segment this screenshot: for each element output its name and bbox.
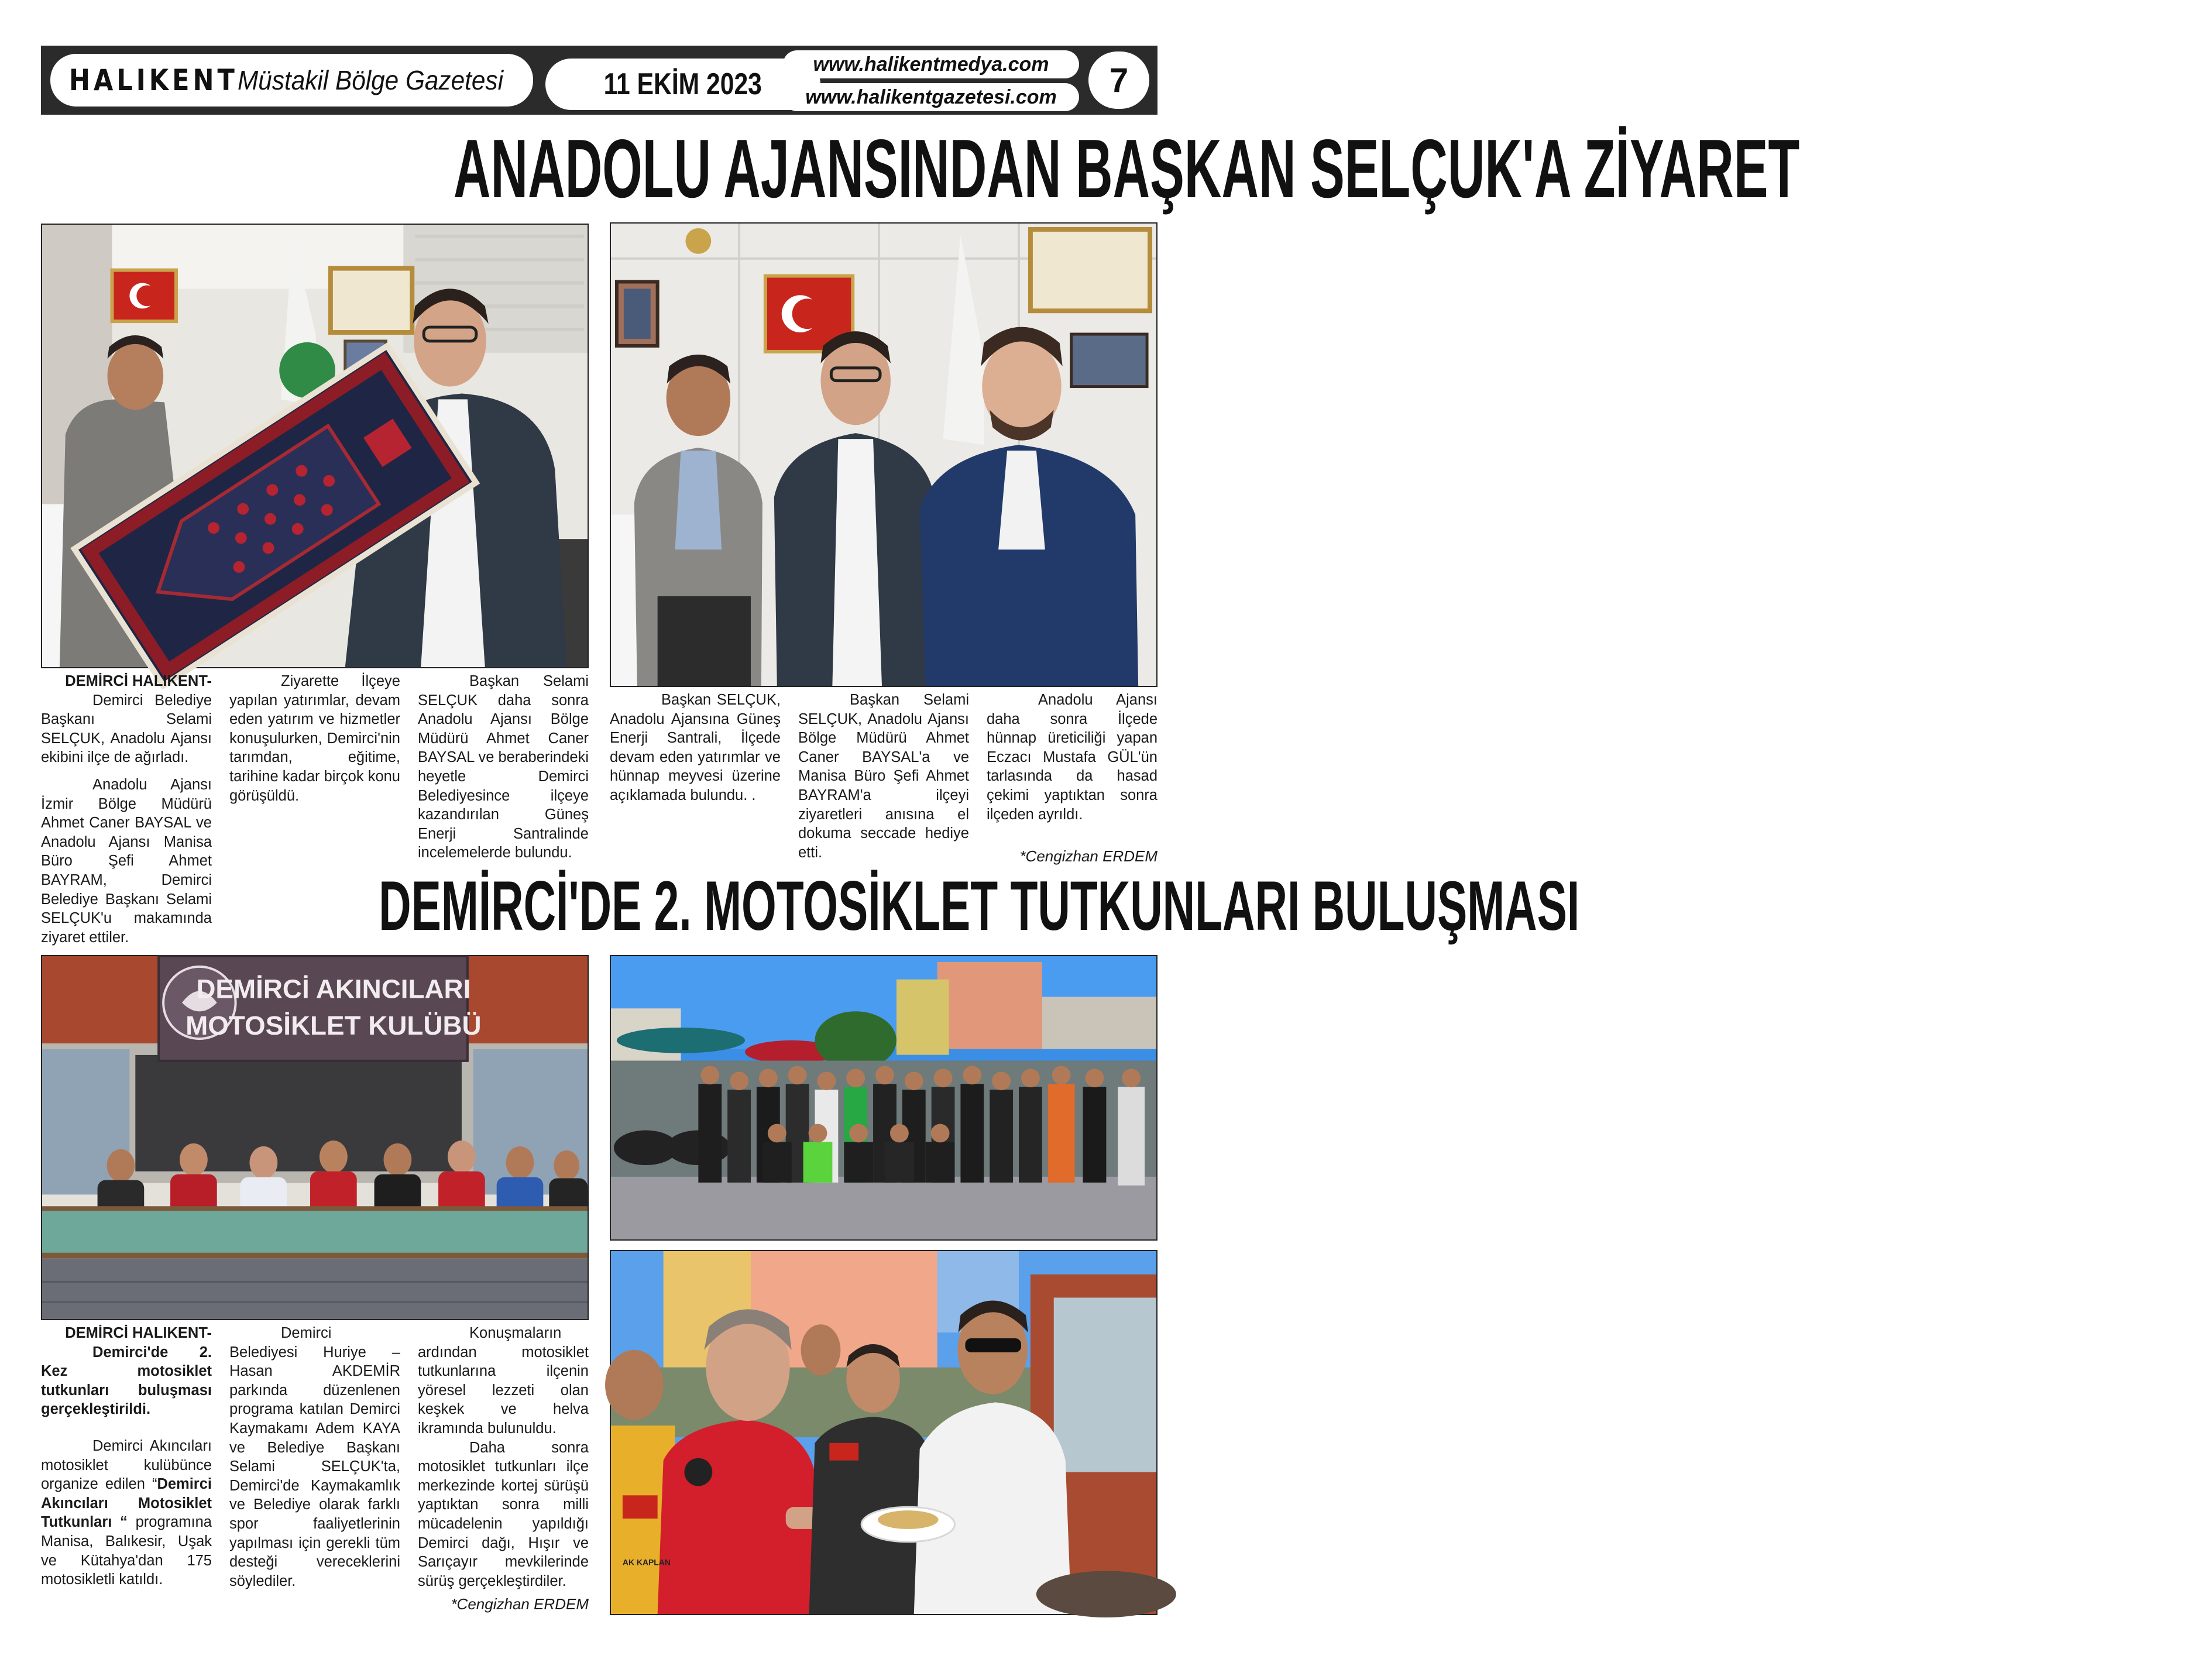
photo-rug-gift	[41, 224, 589, 668]
article-1-column-6	[987, 691, 1157, 824]
page-number-pill	[1088, 51, 1149, 109]
vest-patch-text: AK KAPLAN	[622, 1557, 671, 1567]
photo-serving-food	[610, 1250, 1157, 1615]
article-1-paragraph-7: Anadolu Ajansı daha sonra İlçede hünnap üreticiliği yapan Eczacı Mustafa GÜL'ün tarlasında da hasad çekimi yaptıktan sonra ilçeden ayrıldı.	[987, 692, 1157, 823]
article-2-column-3	[418, 1324, 589, 1591]
article-2-paragraph-4: Daha sonra motosiklet tutkunları ilçe merkezinde kortej sürüşü yaptıktan sonra milli mücadelenin yapıldığı Demirci dağı, Hışır ve Sarıçayır mevkilerinde sürüş gerçekleştirdiler.	[418, 1439, 589, 1589]
article-2-paragraph-3: Konuşmaların ardından motosiklet tutkunlarına ilçenin yöresel lezzeti olan keşkek ve helva ikramında bulunuldu.	[418, 1325, 589, 1437]
website-pill-2[interactable]	[783, 83, 1079, 111]
page-number: 7	[1109, 61, 1129, 99]
article-1-paragraph-2: Anadolu Ajansı İzmir Bölge Müdürü Ahmet Caner BAYSAL ve Anadolu Ajansı Manisa Büro Şefi Ahmet BAYRAM, Demirci Belediye Başkanı Selami SELÇUK'u makamında ziyaret ettiler.	[41, 776, 212, 946]
article-1-column-2	[229, 672, 400, 866]
website-pill-1[interactable]	[783, 50, 1079, 78]
article-2-paragraph-2: Demirci Belediyesi Huriye – Hasan AKDEMİR parkında düzenlenen programa katılan Demirci Kaymakamı Adem KAYA ve Belediye Başkanı Selami SELÇUK'ta, Demirci'de Kaymakamlık ve Belediye olarak farklı spor faaliyetlerinin yapılması için gerekli tüm desteği vereceklerini söylediler.	[229, 1325, 400, 1589]
article-2-paragraph-1: Demirci Akıncıları motosiklet kulübünce organize edilen “Demirci Akıncıları Motosiklet Tutkunları “ programına Manisa, Balıkesir, Uşak ve Kütahya'dan 175 motosikletli katıldı.	[41, 1437, 212, 1588]
photo-club-table	[41, 955, 589, 1320]
date-pill	[545, 59, 820, 110]
article-1-column-5	[798, 691, 969, 862]
article-1-paragraph-1: Demirci Belediye Başkanı Selami SELÇUK, Anadolu Ajansı ekibini ilçe de ağırladı.	[41, 692, 212, 766]
article-1-headline: ANADOLU AJANSINDAN BAŞKAN SELÇUK'A ZİYARET	[453, 122, 1800, 215]
article-1-paragraph-3: Ziyarette İlçeye yapılan yatırımlar, devam eden yatırım ve hizmetler konuşulurken, Demirci'nin tarımdan, eğitime, tarihine kadar birçok konu görüşüldü.	[229, 673, 400, 804]
brand-pill	[50, 54, 533, 107]
article-1-column-4	[610, 691, 781, 805]
article-1-paragraph-4: Başkan Selami SELÇUK daha sonra Anadolu Ajansı Bölge Müdürü Ahmet Caner BAYSAL ve beraberindeki heyetle Demirci Belediyesince ilçeye kazandırılan Güneş Enerji Santralinde incelemelerde bulundu.	[418, 673, 589, 861]
article-2-dateline: DEMİRCİ HALIKENT-	[65, 1325, 212, 1341]
article-2-headline: DEMİRCİ'DE 2. MOTOSİKLET TUTKUNLARI BULUŞMASI	[379, 867, 1580, 945]
issue-date: 11 EKİM 2023	[603, 67, 762, 101]
photo-group-riders	[610, 955, 1157, 1241]
article-2-byline: *Cengizhan ERDEM	[451, 1595, 589, 1613]
photo-three-men	[610, 222, 1157, 687]
article-1-byline: *Cengizhan ERDEM	[1019, 847, 1157, 865]
masthead	[41, 46, 1157, 115]
brand-tagline: Müstakil Bölge Gazetesi	[237, 65, 503, 95]
banner-line-1: DEMİRCİ AKINCILARI	[196, 974, 471, 1004]
website-link-1[interactable]: www.halikentmedya.com	[813, 53, 1049, 75]
article-1-column-3	[418, 672, 589, 863]
article-2-lead: Demirci'de 2. Kez motosiklet tutkunları buluşması gerçekleştirildi.	[41, 1344, 212, 1418]
article-1-paragraph-5: Başkan SELÇUK, Anadolu Ajansına Güneş Enerji Santrali, İlçede devam eden yatırımlar ve hünnap meyvesi üzerine açıklamada bulundu. .	[610, 692, 781, 803]
article-2-column-2	[229, 1324, 400, 1591]
article-2-column-1	[41, 1324, 212, 1589]
banner-line-2: MOTOSİKLET KULÜBÜ	[186, 1011, 482, 1041]
website-link-2[interactable]: www.halikentgazetesi.com	[805, 85, 1057, 108]
article-1-dateline: DEMİRCİ HALIKENT-	[65, 673, 212, 689]
brand-name: HALIKENT	[69, 63, 238, 97]
article-1-paragraph-6: Başkan Selami SELÇUK, Anadolu Ajansı Bölge Müdürü Ahmet Caner BAYSAL'a ve Manisa Büro Şefi Ahmet BAYRAM'a ilçeyi ziyaretleri anısına el dokuma seccade hediye etti.	[798, 692, 969, 861]
